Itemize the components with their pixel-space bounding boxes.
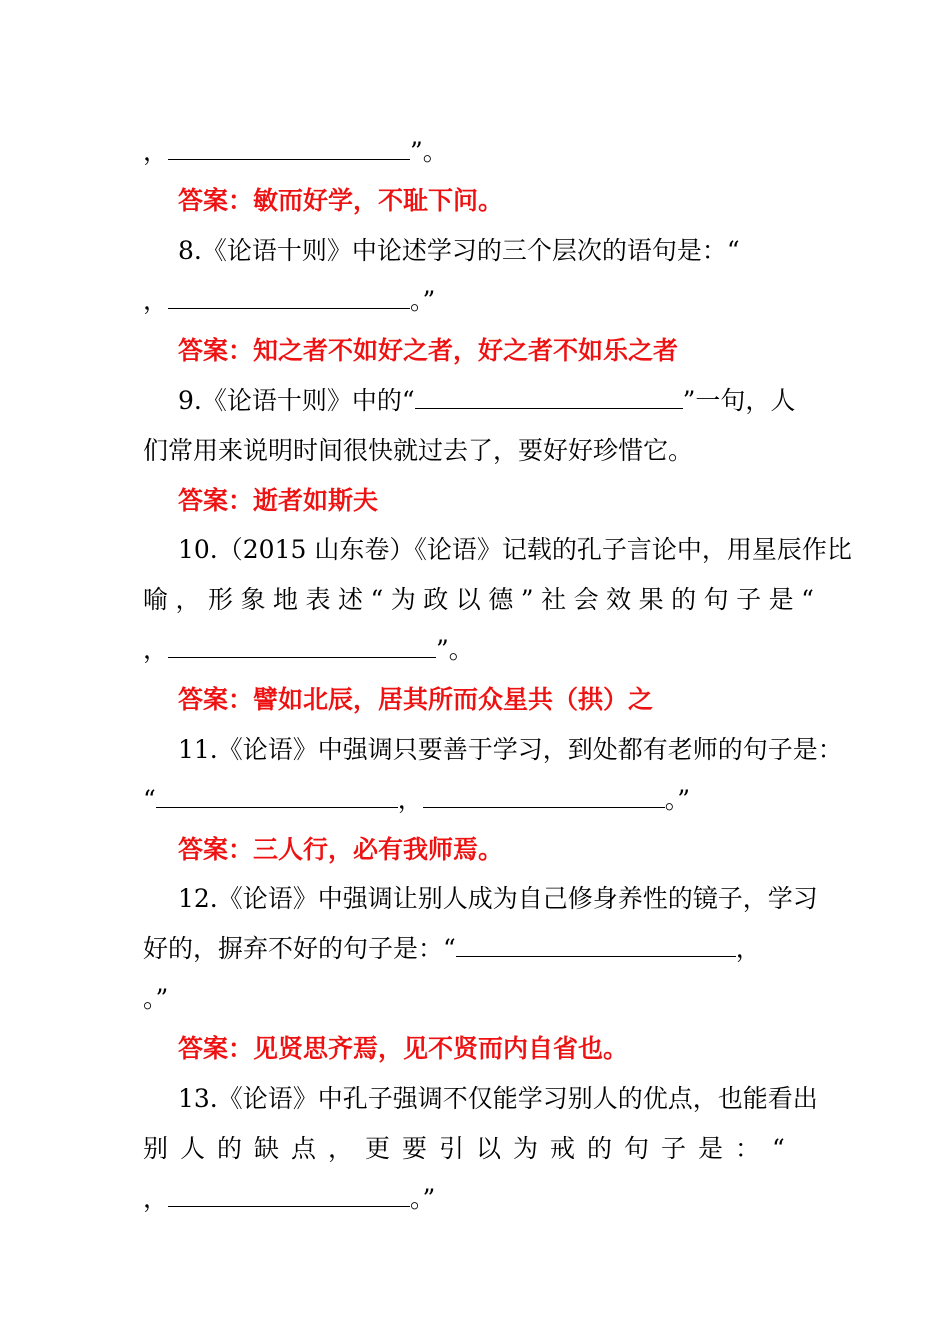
q8-answer: 答案：知之者不如好之者，好之者不如乐之者 — [178, 336, 679, 365]
punct: ， — [735, 934, 761, 963]
q11-question: 11.《论语》中强调只要善于学习，到处都有老师的句子是： — [178, 735, 843, 764]
punct: “ — [143, 785, 156, 814]
q11-answer: 答案：三人行，必有我师焉。 — [178, 835, 504, 864]
question-text: 9.《论语十则》中的“ — [178, 386, 415, 415]
question-text: 好的，摒弃不好的句子是：“ — [143, 934, 456, 963]
punct: 。” — [410, 1184, 436, 1213]
q11-fill-line — [143, 782, 813, 818]
q10-answer: 答案：譬如北辰，居其所而众星共（拱）之 — [178, 685, 654, 714]
q7-fill-line — [143, 134, 813, 170]
q13-question-line2: 别人的缺点，更要引以为戒的句子是：“ — [143, 1134, 797, 1163]
q13-question: 13.《论语》中孔子强调不仅能学习别人的优点，也能看出 — [178, 1084, 818, 1113]
answer-blank[interactable] — [168, 284, 410, 309]
punct: ， — [143, 286, 169, 315]
answer-blank[interactable] — [168, 1182, 410, 1207]
punct: ， — [143, 137, 169, 166]
answer-blank[interactable] — [456, 932, 736, 957]
q9-answer: 答案：逝者如斯夫 — [178, 486, 379, 515]
answer-blank[interactable] — [415, 384, 683, 409]
answer-blank[interactable] — [423, 783, 665, 808]
punct: ， — [143, 1184, 169, 1213]
q12-question-line3: 。” — [143, 984, 169, 1013]
q7-answer: 答案：敏而好学，不耻下问。 — [178, 186, 504, 215]
q13-fill-line — [143, 1181, 813, 1217]
answer-blank[interactable] — [168, 633, 436, 658]
q10-question-line2: 喻，形象地表述“为政以德”社会效果的句子是“ — [143, 585, 822, 614]
q8-fill-line — [143, 283, 813, 319]
answer-blank[interactable] — [168, 135, 410, 160]
q10-question: 10.（2015 山东卷）《论语》记载的孔子言论中，用星辰作比 — [178, 535, 852, 564]
q9-question — [178, 383, 848, 419]
q12-question-line2 — [143, 931, 813, 967]
q12-answer: 答案：见贤思齐焉，见不贤而内自省也。 — [178, 1034, 629, 1063]
q10-fill-line — [143, 632, 813, 668]
q12-question: 12.《论语》中强调让别人成为自己修身养性的镜子，学习 — [178, 884, 818, 913]
punct: 。” — [410, 286, 436, 315]
punct: ， — [397, 785, 423, 814]
punct: ”。 — [410, 137, 448, 166]
q8-question: 8.《论语十则》中论述学习的三个层次的语句是：“ — [178, 236, 740, 265]
punct: ”。 — [436, 635, 474, 664]
question-text: ”一句，人 — [682, 386, 796, 415]
q9-question-line2: 们常用来说明时间很快就过去了，要好好珍惜它。 — [143, 436, 694, 465]
punct: 。” — [664, 785, 691, 814]
punct: ， — [143, 635, 169, 664]
answer-blank[interactable] — [156, 783, 398, 808]
